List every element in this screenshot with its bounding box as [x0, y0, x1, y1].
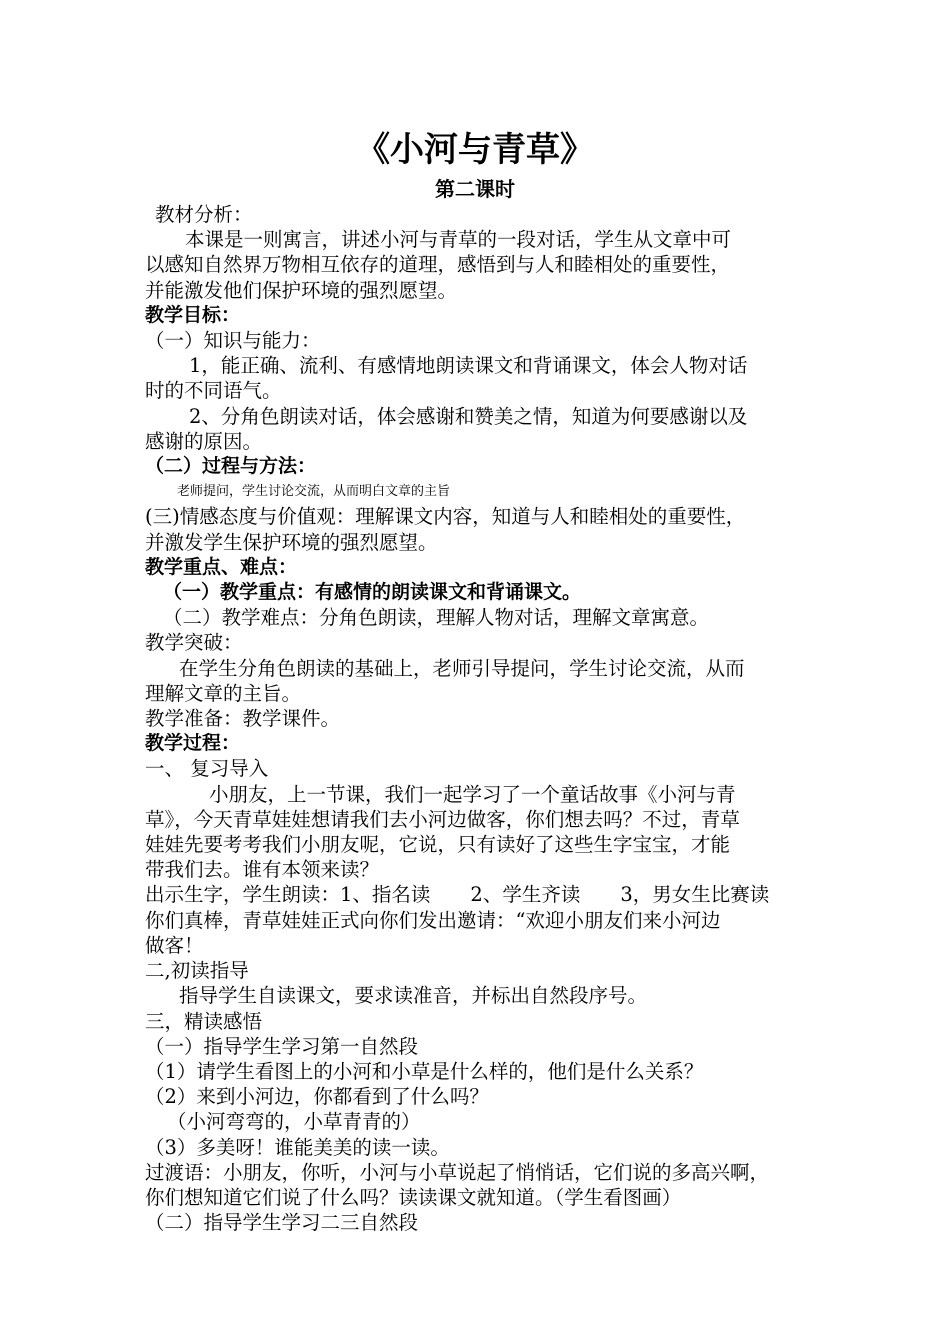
reading-methods-line	[145, 882, 815, 907]
subheading-paragraph-one: （一）指导学生学习第一自然段	[145, 1034, 419, 1058]
question-line: （1）请学生看图上的小河和小草是什么样的，他们是什么关系？	[145, 1059, 704, 1083]
paragraph-line: 小朋友，上一节课，我们一起学习了一个童话故事《小河与青	[209, 782, 736, 806]
preparation-line: 教学准备：教学课件。	[145, 707, 341, 731]
key-point-line: （一）教学重点：有感情的朗读课文和背诵课文。	[163, 581, 582, 604]
step-heading-close-reading: 三，精读感悟	[145, 1009, 263, 1033]
transition-line: 你们想知道它们说了什么吗？读读课文就知道。（学生看图画）	[145, 1185, 682, 1209]
question-line: （3）多美呀！谁能美美的读一读。	[145, 1135, 450, 1159]
section-heading-goals: 教学目标：	[145, 303, 241, 326]
paragraph-line: 以感知自然界万物相互依存的道理，感悟到与人和睦相处的重要性，	[145, 253, 731, 277]
difficulty-line: （二）教学难点：分角色朗读，理解人物对话，理解文章寓意。	[163, 606, 710, 630]
document-body	[145, 202, 815, 1235]
answer-line: （小河弯弯的，小草青青的）	[167, 1110, 421, 1134]
section-heading-breakthrough: 教学突破：	[145, 631, 243, 655]
subheading-paragraph-two-three: （二）指导学生学习二三自然段	[145, 1211, 419, 1235]
small-note-line: 老师提问，学生讨论交流，从而明白文章的主旨	[177, 484, 451, 500]
paragraph-line: 1，能正确、流利、有感情地朗读课文和背诵课文，体会人物对话	[189, 354, 748, 378]
paragraph-line: 2、分角色朗读对话，体会感谢和赞美之情，知道为何要感谢以及	[189, 404, 748, 428]
step-heading-first-reading: 二,初读指导	[145, 959, 249, 983]
paragraph-line: 做客！	[145, 933, 204, 957]
paragraph-line: 娃娃先要考考我们小朋友呢，它说，只有读好了这些生字宝宝，才能	[145, 833, 731, 857]
subheading-knowledge: （一）知识与能力：	[145, 329, 321, 353]
paragraph-line: 时的不同语气。	[145, 379, 282, 403]
section-heading-focus: 教学重点、难点：	[145, 555, 298, 578]
paragraph-line: 带我们去。谁有本领来读？	[145, 858, 380, 882]
document-title: 《小河与青草》	[356, 130, 594, 170]
paragraph-line: 草》，今天青草娃娃想请我们去小河边做客，你们想去吗？不过，青草	[145, 807, 740, 831]
section-heading-process: 教学过程：	[145, 732, 241, 755]
question-line: （2）来到小河边，你都看到了什么吗？	[145, 1085, 489, 1109]
paragraph-line: 并激发学生保护环境的强烈愿望。	[145, 530, 438, 554]
paragraph-line: 理解文章的主旨。	[145, 681, 302, 705]
paragraph-line: 指导学生自读课文，要求读准音，并标出自然段序号。	[179, 984, 648, 1008]
paragraph-line: 你们真棒，青草娃娃正式向你们发出邀请：“欢迎小朋友们来小河边	[145, 908, 721, 932]
paragraph-line: (三)情感态度与价值观：理解课文内容，知道与人和睦相处的重要性，	[145, 505, 746, 529]
method-one: 出示生字，学生朗读：1、指名读	[145, 883, 431, 907]
paragraph-line: 在学生分角色朗读的基础上，老师引导提问，学生讨论交流，从而	[179, 656, 745, 680]
lesson-subtitle: 第二课时	[435, 177, 515, 201]
subheading-process: （二）过程与方法：	[145, 455, 317, 478]
paragraph-line: 并能激发他们保护环境的强烈愿望。	[145, 278, 458, 302]
method-three: 3，男女生比赛读	[620, 883, 770, 907]
method-two: 2、学生齐读	[470, 883, 581, 907]
paragraph-line: 本课是一则寓言，讲述小河与青草的一段对话，学生从文章中可	[185, 228, 732, 252]
step-heading-review: 一、 复习导入	[145, 757, 269, 781]
section-heading-material: 教材分析：	[155, 203, 253, 226]
transition-line: 过渡语：小朋友，你听，小河与小草说起了悄悄话，它们说的多高兴啊，	[145, 1160, 770, 1184]
paragraph-line: 感谢的原因。	[145, 429, 263, 453]
